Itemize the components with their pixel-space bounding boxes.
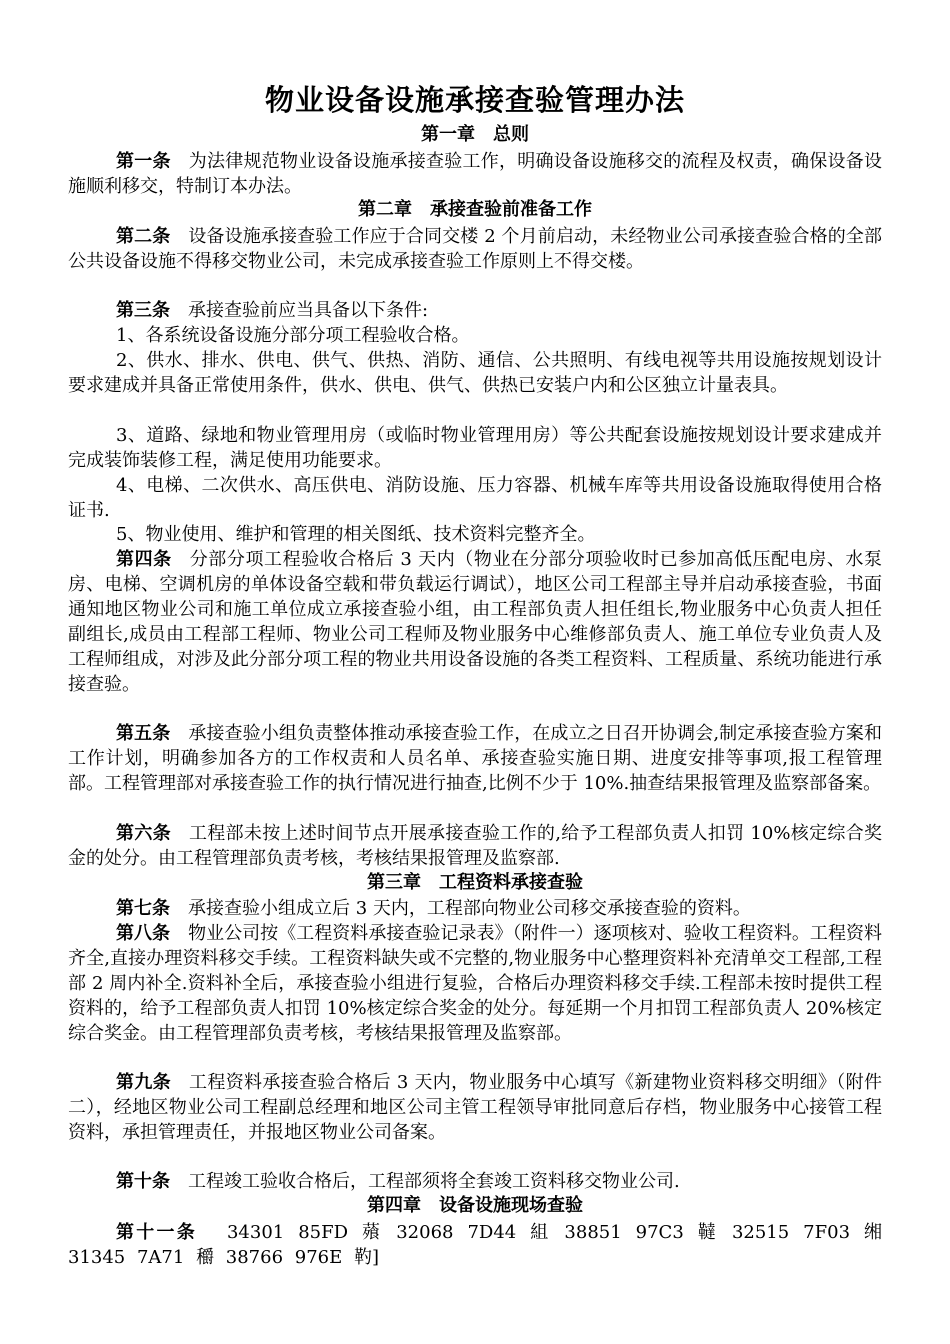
article-label: 第八条 xyxy=(116,923,171,944)
document-title: 物业设备设施承接查验管理办法 xyxy=(264,83,685,117)
article-label: 第二条 xyxy=(116,226,171,247)
article-1 xyxy=(68,149,882,199)
condition-item-5: 5、物业使用、维护和管理的相关图纸、技术资料完整齐全。 xyxy=(116,524,596,545)
article-text: 承接查验小组成立后 3 天内，工程部向物业公司移交承接查验的资料。 xyxy=(188,898,751,919)
article-label: 第四条 xyxy=(116,549,172,570)
article-text: 工程部未按上述时间节点开展承接查验工作的,给予工程部负责人扣罚 10%核定综合奖金的处分。由工程管理部负责考核，考核结果报管理及监察部. xyxy=(68,823,883,869)
condition-item-1: 1、各系统设备设施分部分项工程验收合格。 xyxy=(116,325,470,346)
article-5 xyxy=(68,721,882,796)
article-11 xyxy=(68,1220,882,1270)
article-label: 第六条 xyxy=(116,823,171,844)
condition-item-3: 3、道路、绿地和物业管理用房（或临时物业管理用房）等公共配套设施按规划设计要求建成并完成装饰装修工程，满足使用功能要求。 xyxy=(68,425,882,471)
article-label: 第三条 xyxy=(116,300,170,321)
article-6 xyxy=(68,821,882,871)
article-text: 分部分项工程验收合格后 3 天内（物业在分部分项验收时已参加高低压配电房、水泵房、电梯、空调机房的单体设备空载和带负载运行调试），地区公司工程部主导并启动承接查验，书面通知地区物业公司和施工单位成立承接查验小组，由工程部负责人担任组长,物业服务中心负责人担任副组长,成员由工程部工程师、物业公司工程师及物业服务中心维修部负责人、施工单位专业负责人及工程师组成，对涉及此分部分项工程的物业共用设备设施的各类工程资料、工程质量、系统功能进行承接查验。 xyxy=(68,549,882,695)
chapter-heading-4: 第四章 设备设施现场查验 xyxy=(367,1195,583,1216)
article-label: 第十一条 xyxy=(116,1222,197,1243)
article-text: 工程竣工验收合格后，工程部须将全套竣工资料移交物业公司. xyxy=(188,1171,680,1192)
chapter-heading-1: 第一章 总则 xyxy=(421,124,529,145)
article-9 xyxy=(68,1070,882,1145)
article-7 xyxy=(68,896,882,921)
article-text: 承接查验小组负责整体推动承接查验工作，在成立之日召开协调会,制定承接查验方案和工作计划，明确参加各方的工作权责和人员名单、承接查验实施日期、进度安排等事项,报工程管理部。工程管理部对承接查验工作的执行情况进行抽查,比例不少于 10%.抽查结果报管理及监察部备案。 xyxy=(68,723,883,794)
article-2 xyxy=(68,224,882,274)
article-text: 承接查验前应当具备以下条件: xyxy=(188,300,429,321)
article-label: 第七条 xyxy=(116,898,170,919)
condition-item-4: 4、电梯、二次供水、高压供电、消防设施、压力容器、机械车库等共用设备设施取得使用合格证书. xyxy=(68,475,882,521)
chapter-heading-2: 第二章 承接查验前准备工作 xyxy=(358,199,592,220)
article-label: 第十条 xyxy=(116,1171,170,1192)
article-label: 第一条 xyxy=(116,151,171,172)
article-text: 工程资料承接查验合格后 3 天内，物业服务中心填写《新建物业资料移交明细》（附件二），经地区物业公司工程副总经理和地区公司主管工程领导审批同意后存档，物业服务中心接管工程资料，承担管理责任，并报地区物业公司备案。 xyxy=(68,1072,882,1143)
chapter-heading-3: 第三章 工程资料承接查验 xyxy=(367,872,583,893)
condition-item-2: 2、供水、排水、供电、供气、供热、消防、通信、公共照明、有线电视等共用设施按规划设计要求建成并具备正常使用条件，供水、供电、供气、供热已安装户内和公区独立计量表具。 xyxy=(68,350,882,396)
article-3 xyxy=(68,298,882,323)
article-label: 第九条 xyxy=(116,1072,172,1093)
article-8 xyxy=(68,921,882,1046)
article-label: 第五条 xyxy=(116,723,171,744)
article-text: 为法律规范物业设备设施承接查验工作，明确设备设施移交的流程及权责，确保设备设施顺利移交，特制订本办法。 xyxy=(68,151,882,197)
article-text: 34301 85FD 薞 32068 7D44 組 38851 97C3 韃 32515 7F03 缃 31345 7A71 穱 38766 976E 靮] xyxy=(68,1222,882,1268)
article-text: 设备设施承接查验工作应于合同交楼 2 个月前启动，未经物业公司承接查验合格的全部公共设备设施不得移交物业公司，未完成承接查验工作原则上不得交楼。 xyxy=(68,226,882,272)
article-text: 物业公司按《工程资料承接查验记录表》（附件一）逐项核对、验收工程资料。工程资料齐全,直接办理资料移交手续。工程资料缺失或不完整的,物业服务中心整理资料补充清单交工程部,工程部 2 周内补全.资料补全后，承接查验小组进行复验，合格后办理资料移交手续.工程部未按时提供工程资料的，给予工程部负责人扣罚 10%核定综合奖金的处分。每延期一个月扣罚工程部负责人 20%核定综合奖金。由工程管理部负责考核，考核结果报管理及监察部。 xyxy=(68,923,883,1044)
article-4 xyxy=(68,547,882,697)
article-10 xyxy=(68,1169,882,1194)
